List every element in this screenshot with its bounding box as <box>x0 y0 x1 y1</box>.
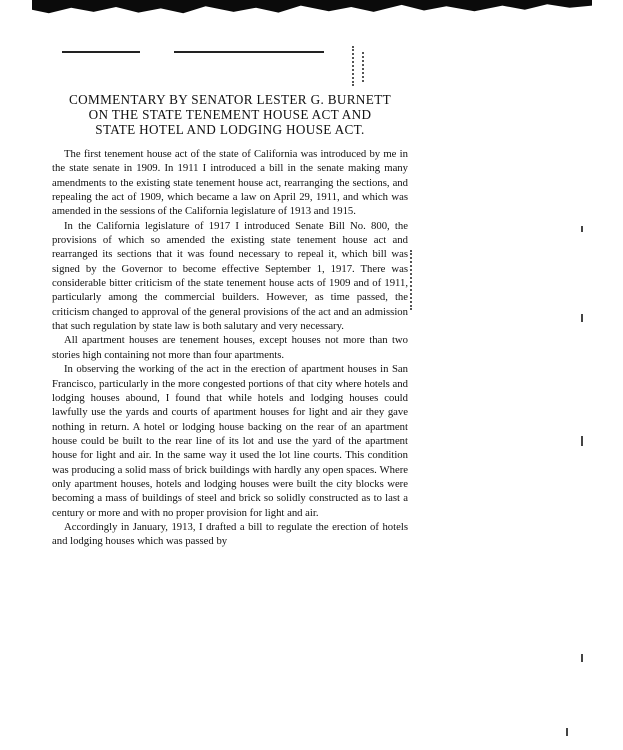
margin-mark <box>581 314 583 322</box>
document-heading <box>52 92 408 137</box>
document-page <box>52 92 408 549</box>
scan-speckle <box>362 52 364 82</box>
margin-mark <box>581 654 583 662</box>
header-rule-left <box>62 51 140 53</box>
scan-speckle <box>410 250 412 310</box>
heading-line: STATE HOTEL AND LODGING HOUSE ACT. <box>95 122 365 137</box>
header-rule-right <box>174 51 324 53</box>
margin-mark <box>566 728 568 736</box>
paragraph: In the California legislature of 1917 I introduced Senate Bill No. 800, the provisions of which so amended the existing state tenement house act and rearranged its sections that it was found necessary to repeal it, which bill was signed by the Governor to become effective September 1, 1917. There was considerable bitter criticism of the state tenement house acts of 1909 and of 1911, particularly among the commercial builders. However, as time passed, the criticism changed to approval of the general provisions of the act and an admission that such regulation by state law is both salutary and very necessary. <box>52 219 408 333</box>
heading-line: ON THE STATE TENEMENT HOUSE ACT AND <box>88 107 372 122</box>
paragraph: Accordingly in January, 1913, I drafted a bill to regulate the erection of hotels and lodging houses which was passed by <box>52 520 408 548</box>
scan-top-edge <box>32 0 592 14</box>
paragraph: All apartment houses are tenement houses, except houses not more than two stories high containing not more than four apartments. <box>52 334 408 361</box>
scan-speckle <box>352 46 354 86</box>
paragraph: The first tenement house act of the state of California was introduced by me in the state senate in 1909. In 1911 I introduced a bill in the senate making many amendments to the existing state tenement house act, rearranging the sections, and repealing the act of 1909, which became a law on April 29, 1911, and which was amended in the sessions of the California legislature of 1913 and 1915. <box>52 148 408 218</box>
margin-mark <box>581 436 583 446</box>
heading-line: COMMENTARY BY SENATOR LESTER G. BURNETT <box>68 92 392 107</box>
margin-mark <box>581 226 583 232</box>
paragraph: In observing the working of the act in the erection of apartment houses in San Francisco, particularly in the more congested portions of that city where hotels and lodging houses abound, I found that while hotels and lodging houses could lawfully use the yards and courts of apartment houses for light and air they gave nothing in return. A hotel or lodging house backing on the rear of an apartment house could be built to the rear line of its lot and use the yard of the apartment house for light and air. In the same way it used the lot line courts. This condition was producing a solid mass of brick buildings with hardly any open spaces. Where only apartment houses, hotels and lodging houses were built the city blocks were becoming a mass of buildings of steel and brick so solidly constructed as to last a century or more and with no proper provision for light and air. <box>52 363 408 519</box>
